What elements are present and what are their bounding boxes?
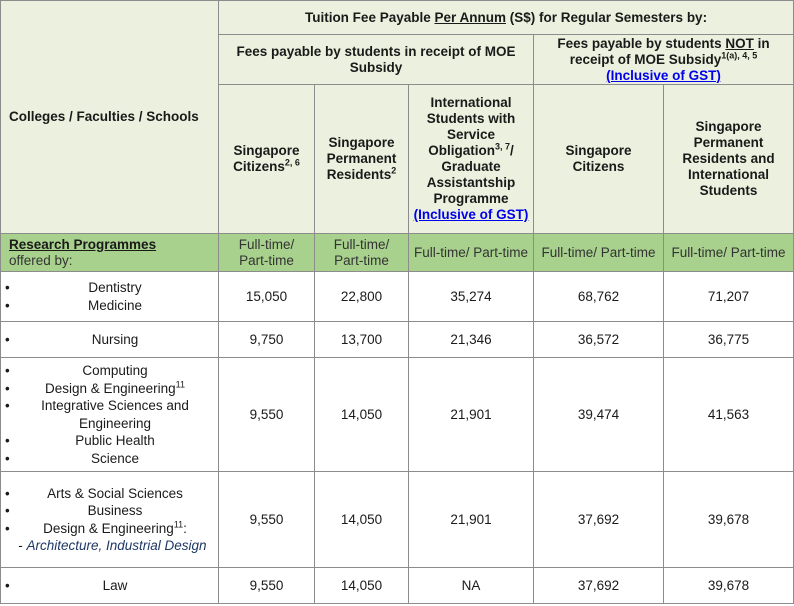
mode-label: Full-time/ Part-time	[664, 234, 794, 272]
list-item: • Computing	[5, 362, 214, 380]
not-moe-mid: in receipt of MOE Subsidy	[569, 35, 770, 67]
table-row	[1, 322, 794, 358]
sub-item-text: Architecture, Industrial Design	[26, 538, 207, 553]
research-programmes-row	[1, 234, 794, 272]
fee-value: 36,572	[534, 322, 664, 358]
fee-value: 21,901	[409, 472, 534, 568]
list-item: • Nursing	[5, 331, 214, 349]
col-header-sc-not-moe: Singapore Citizens	[534, 85, 664, 234]
programme-cell	[1, 568, 219, 604]
list-item: • Law	[5, 577, 214, 595]
col-sc-sup: 2, 6	[284, 157, 300, 168]
fee-title-suffix: (S$) for Regular Semesters by:	[506, 9, 708, 25]
table-row	[1, 358, 794, 472]
list-item-text: Design & Engineering	[45, 380, 176, 396]
col-intl-label-a: International Students with Service Obligation	[426, 95, 516, 158]
list-item: • Public Health	[5, 432, 214, 450]
fee-value: 37,692	[534, 472, 664, 568]
list-item-suffix: :	[183, 520, 187, 536]
fee-value: 9,550	[219, 358, 315, 472]
fee-value: 39,678	[664, 472, 794, 568]
fee-value: 13,700	[315, 322, 409, 358]
footnote-ref: 11	[175, 379, 185, 389]
fee-value: 14,050	[315, 358, 409, 472]
list-item	[5, 520, 214, 538]
list-item: • Business	[5, 502, 214, 520]
table-row	[1, 472, 794, 568]
programme-cell	[1, 358, 219, 472]
fee-value: 36,775	[664, 322, 794, 358]
programme-cell	[1, 272, 219, 322]
list-item: • Integrative Sciences and Engineering	[5, 397, 214, 432]
fee-value: 14,050	[315, 568, 409, 604]
fee-title-prefix: Tuition Fee Payable	[304, 9, 435, 25]
not-moe-subsidy-header	[534, 35, 794, 85]
fee-value: 68,762	[534, 272, 664, 322]
col-sc-label: Singapore Citizens	[233, 143, 300, 174]
per-annum-text: Per Annum	[434, 9, 506, 25]
research-programmes-title: Research Programmes	[9, 236, 157, 252]
mode-label: Full-time/ Part-time	[534, 234, 664, 272]
dash-icon: -	[18, 538, 23, 553]
fee-value: 9,550	[219, 568, 315, 604]
not-text: NOT	[725, 35, 754, 51]
sub-item	[5, 537, 214, 555]
offered-by-label: offered by:	[9, 252, 73, 268]
table-row	[1, 272, 794, 322]
fee-value: 37,692	[534, 568, 664, 604]
fee-value: 14,050	[315, 472, 409, 568]
moe-subsidy-header: Fees payable by students in receipt of MOE Subsidy	[219, 35, 534, 85]
fee-value: 22,800	[315, 272, 409, 322]
fee-value: 35,274	[409, 272, 534, 322]
fee-value: 21,901	[409, 358, 534, 472]
mode-label: Full-time/ Part-time	[315, 234, 409, 272]
fee-value: 9,750	[219, 322, 315, 358]
gst-link-not-moe[interactable]: (Inclusive of GST)	[606, 67, 721, 83]
list-item: • Dentistry	[5, 279, 214, 297]
col-header-spr-intl-not-moe: Singapore Permanent Residents and International Students	[664, 85, 794, 234]
list-item-text: Design & Engineering	[43, 520, 174, 536]
fee-value: NA	[409, 568, 534, 604]
fee-value: 39,678	[664, 568, 794, 604]
programme-cell	[1, 322, 219, 358]
mode-label: Full-time/ Part-time	[219, 234, 315, 272]
col-intl-label-b: / Graduate Assistantship Programme	[426, 143, 516, 206]
fee-value: 41,563	[664, 358, 794, 472]
not-moe-sup: 1(a), 4, 5	[721, 50, 758, 60]
fee-title-header	[219, 1, 794, 35]
fee-value: 9,550	[219, 472, 315, 568]
list-item: • Medicine	[5, 297, 214, 315]
table-row	[1, 568, 794, 604]
col-spr-sup: 2	[391, 165, 397, 176]
list-item: • Science	[5, 450, 214, 468]
col-header-permanent-residents	[315, 85, 409, 234]
fee-value: 21,346	[409, 322, 534, 358]
not-moe-prefix: Fees payable by students	[557, 35, 726, 51]
research-programmes-cell	[1, 234, 219, 272]
col-spr-label: Singapore Permanent Residents	[326, 135, 397, 182]
fee-value: 71,207	[664, 272, 794, 322]
col-intl-sup: 3, 7	[494, 141, 510, 152]
list-item: • Arts & Social Sciences	[5, 485, 214, 503]
fee-value: 39,474	[534, 358, 664, 472]
colleges-header: Colleges / Faculties / Schools	[1, 1, 219, 234]
list-item	[5, 380, 214, 398]
programme-cell	[1, 472, 219, 568]
gst-link-international[interactable]: (Inclusive of GST)	[413, 207, 529, 222]
fee-value: 15,050	[219, 272, 315, 322]
mode-label: Full-time/ Part-time	[409, 234, 534, 272]
col-header-singapore-citizens	[219, 85, 315, 234]
col-header-international-service	[409, 85, 534, 234]
footnote-ref: 11	[173, 519, 184, 529]
